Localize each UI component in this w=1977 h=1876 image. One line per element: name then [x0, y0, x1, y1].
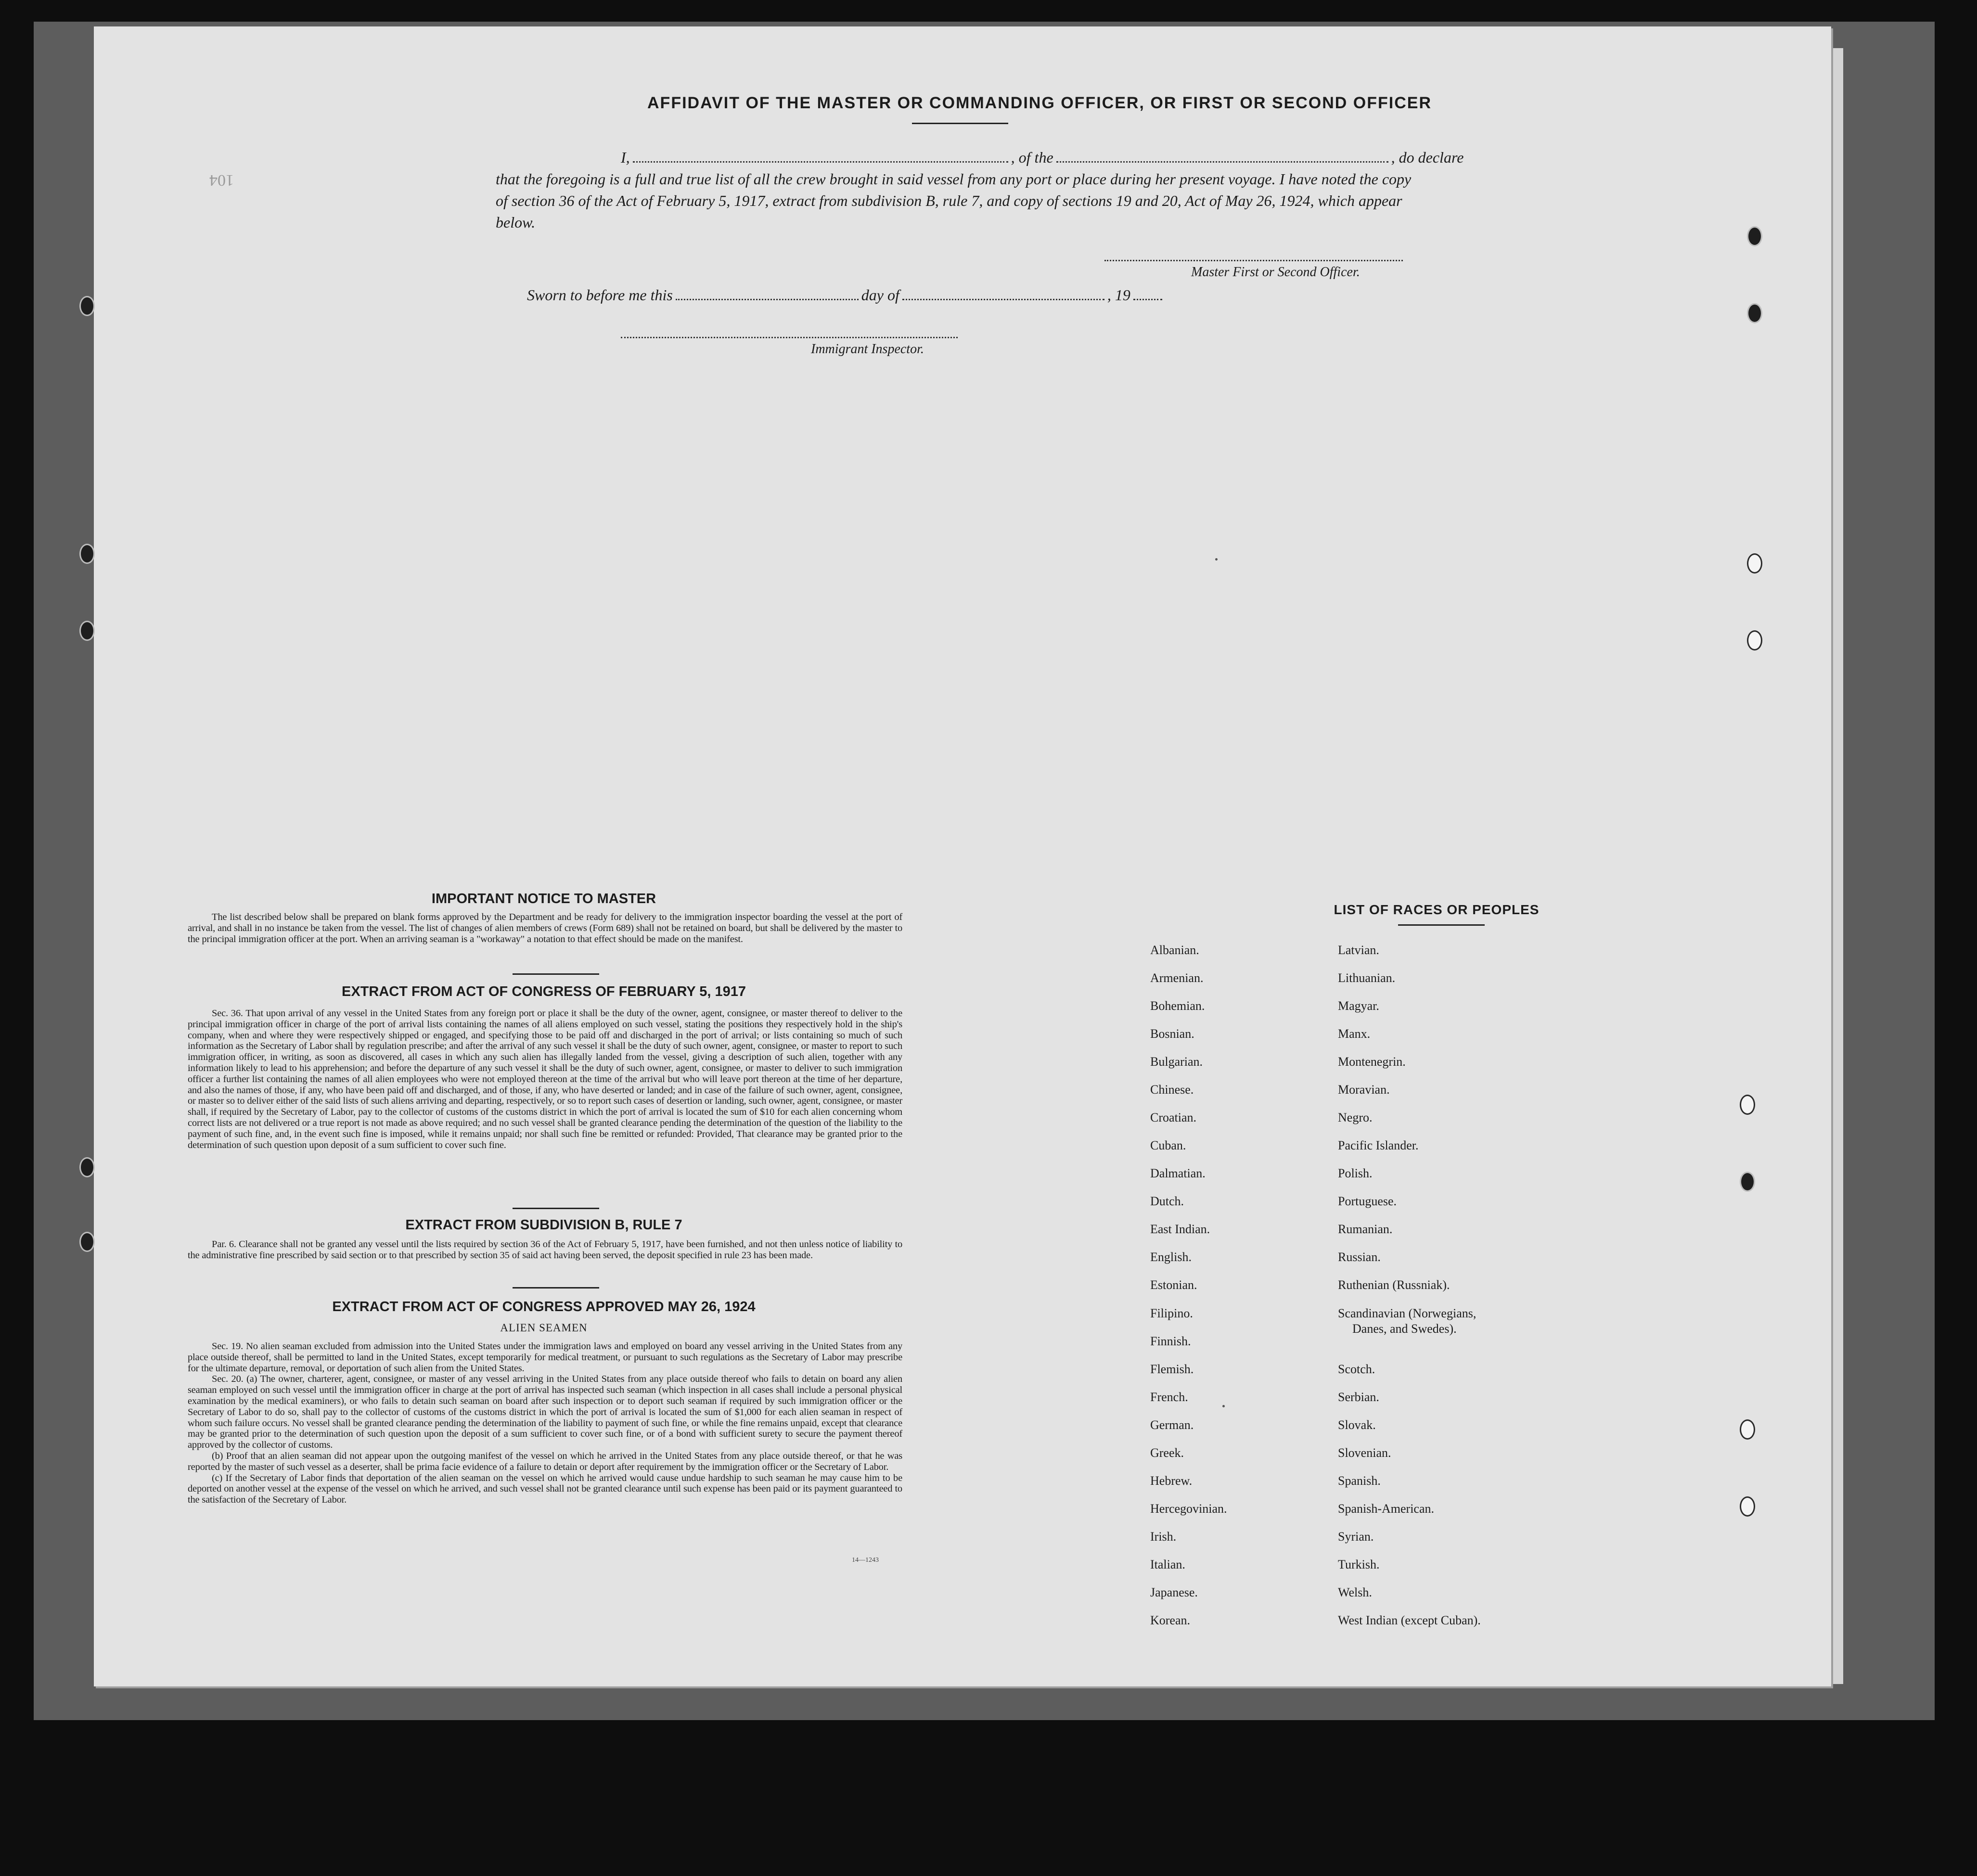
race-item: Russian.	[1338, 1250, 1381, 1264]
race-item: Portuguese.	[1338, 1194, 1397, 1208]
section-19: Sec. 19. No alien seaman excluded from admission into the United States under the immigration laws and employed on board any vessel arriving in the United States from any place outside thereof, shall be permitted to land in the United States, except temporarily for medical treatment, or pursuant to such regulations as the Secretary of Labor may prescribe for the ultimate departure, removal, or deportation of such alien from the United States.	[188, 1341, 902, 1374]
declaration-do-declare: , do declare	[1391, 149, 1464, 166]
race-item: Albanian.	[1150, 943, 1199, 957]
race-item: Negro.	[1338, 1110, 1373, 1124]
divider	[513, 1208, 599, 1209]
race-item: Rumanian.	[1338, 1222, 1393, 1236]
punch-hole	[79, 296, 95, 316]
race-item: Filipino.	[1150, 1306, 1193, 1320]
race-item: Pacific Islander.	[1338, 1138, 1419, 1152]
punch-hole	[1747, 303, 1762, 323]
race-item: Hebrew.	[1150, 1474, 1193, 1488]
race-item: Cuban.	[1150, 1138, 1186, 1152]
race-item: Polish.	[1338, 1166, 1373, 1180]
punch-hole	[1740, 1172, 1755, 1192]
race-item: Dutch.	[1150, 1194, 1184, 1208]
race-item: English.	[1150, 1250, 1192, 1264]
punch-hole	[1740, 1419, 1755, 1440]
sworn-month-blank[interactable]	[902, 299, 1104, 300]
title-divider	[912, 123, 1008, 124]
race-item: Manx.	[1338, 1027, 1371, 1041]
notice-title: IMPORTANT NOTICE TO MASTER	[431, 891, 656, 906]
race-item: Italian.	[1150, 1557, 1185, 1571]
vessel-blank[interactable]	[1056, 161, 1388, 163]
race-item: Dalmatian.	[1150, 1166, 1206, 1180]
race-item: French.	[1150, 1390, 1188, 1404]
declaration-of-the: , of the	[1011, 149, 1053, 166]
extract-1924-title: EXTRACT FROM ACT OF CONGRESS APPROVED MAY 26, 1924	[332, 1299, 756, 1314]
race-item: Slovenian.	[1338, 1446, 1391, 1460]
rule-7-text	[188, 1239, 902, 1261]
sworn-day-of: day of	[861, 286, 899, 304]
race-item: Magyar.	[1338, 999, 1379, 1013]
declaration-body: that the foregoing is a full and true list of all the crew brought in said vessel from any port or place during her present voyage. I have noted the copy of section 36 of the Act of February 5, 1917, extract from subdivision B, rule 7, and copy of sections 19 and 20, Act of May 26, 1924, which appear below.	[496, 170, 1412, 231]
race-item: Latvian.	[1338, 943, 1379, 957]
punch-hole	[1747, 226, 1762, 246]
race-item: Lithuanian.	[1338, 971, 1396, 985]
race-item: Bohemian.	[1150, 999, 1205, 1013]
extract-1917-text	[188, 1008, 902, 1150]
race-item: Bosnian.	[1150, 1027, 1194, 1041]
sworn-year: , 19	[1107, 286, 1130, 304]
punch-hole	[79, 1232, 95, 1252]
race-item: Finnish.	[1150, 1334, 1191, 1348]
race-item: Moravian.	[1338, 1083, 1390, 1097]
inspector-signature-label: Immigrant Inspector.	[811, 342, 924, 357]
race-item: Slovak.	[1338, 1418, 1376, 1432]
race-item: Greek.	[1150, 1446, 1184, 1460]
race-item: German.	[1150, 1418, 1194, 1432]
punch-hole	[1747, 553, 1762, 574]
punch-hole	[79, 621, 95, 641]
extract-1917-title: EXTRACT FROM ACT OF CONGRESS OF FEBRUARY 5, 1917	[341, 984, 746, 999]
section-20c: (c) If the Secretary of Labor finds that deportation of the alien seaman on the vessel on which he arrived would cause undue hardship to such seaman he may cause him to be deported on another vessel at the expense of the vessel on which he arrived, and such vessel shall not be granted clearance until such expense has been paid or its payment guaranteed to the satisfaction of the Secretary of Labor.	[188, 1472, 902, 1506]
divider	[513, 1287, 599, 1289]
race-item: West Indian (except Cuban).	[1338, 1613, 1481, 1627]
punch-hole	[79, 544, 95, 564]
speck	[1215, 558, 1218, 561]
race-item: Ruthenian (Russniak).	[1338, 1278, 1450, 1292]
extract-1924-text	[188, 1341, 902, 1506]
punch-hole	[1740, 1496, 1755, 1517]
punch-hole	[79, 1157, 95, 1177]
race-item: East Indian.	[1150, 1222, 1210, 1236]
margin-mark: 104	[209, 171, 234, 189]
race-item: Japanese.	[1150, 1585, 1198, 1599]
race-item: Spanish.	[1338, 1474, 1381, 1488]
punch-hole	[1747, 630, 1762, 651]
inspector-signature-line[interactable]	[621, 337, 958, 338]
race-item: Bulgarian.	[1150, 1055, 1203, 1069]
master-signature-label: Master First or Second Officer.	[1191, 265, 1360, 280]
alien-seamen-heading: ALIEN SEAMEN	[500, 1322, 588, 1334]
sworn-text: Sworn to before me this	[527, 286, 673, 304]
master-signature-line[interactable]	[1104, 260, 1403, 261]
affidavit-declaration	[496, 147, 1545, 233]
race-item: Scandinavian (Norwegians,	[1338, 1306, 1476, 1320]
declaration-first-line	[496, 147, 1545, 168]
divider	[513, 973, 599, 975]
race-item: Hercegovinian.	[1150, 1502, 1227, 1516]
race-item: Serbian.	[1338, 1390, 1379, 1404]
punch-hole	[1740, 1095, 1755, 1115]
section-36: Sec. 36. That upon arrival of any vessel in the United States from any foreign port or place it shall be the duty of the owner, agent, consignee, or master thereof to deliver to the principal immigration officer in charge of the port of arrival lists containing the names of all aliens employed on such vessel, stating the positions they respectively hold in the ship's company, when and where they were respectively shipped or engaged, and specifying those to be paid off and discharged in the port of arrival; or lists containing so much of such information as the Secretary of Labor shall by regulation prescribe; and after the arrival of any such vessel it shall be the duty of such owner, agent, consignee, or master to report to such immigration officer, in writing, as soon as discovered, all cases in which any such alien has illegally landed from the vessel, giving a description of such alien, together with any information likely to lead to his apprehension; and before the departure of any such vessel it shall be the duty of such owner, agent, consignee, or master to deliver to such immigration officer a further list containing the names of all alien employees who were not employed thereon at the time of the arrival but who will leave port thereon at the time of her departure, and also the names of those, if any, who have been paid off and discharged, and of those, if any, who have deserted or landed; and in case of the failure of such owner, agent, consignee, or master so to deliver either of the said lists of such aliens arriving and departing, respectively, or so to report such cases of desertion or landing, such owner, agent, consignee, or master shall, if required by the Secretary of Labor, pay to the collector of customs of the customs district in which the port of arrival is located the sum of $10 for each alien concerning whom correct lists are not delivered or a true report is not made as above required; and no such vessel shall be granted clearance pending the determination of the question of the liability to the payment of such fine, and, in the event such fine is imposed, while it remains unpaid; nor shall such fine be remitted or refunded: Provided, That clearance may be granted prior to the determination of such question upon deposit of a sum sufficient to cover such fine.	[188, 1008, 902, 1150]
race-item: Flemish.	[1150, 1362, 1194, 1376]
name-blank[interactable]	[633, 161, 1008, 163]
affidavit-title: AFFIDAVIT OF THE MASTER OR COMMANDING OFFICER, OR FIRST OR SECOND OFFICER	[647, 94, 1432, 112]
rule-7-title: EXTRACT FROM SUBDIVISION B, RULE 7	[405, 1217, 682, 1233]
race-item: Montenegrin.	[1338, 1055, 1406, 1069]
race-item: Syrian.	[1338, 1530, 1374, 1544]
form-number: 14—1243	[852, 1557, 879, 1564]
race-item: Croatian.	[1150, 1110, 1197, 1124]
section-20b: (b) Proof that an alien seaman did not appear upon the outgoing manifest of the vessel on which he arrived in the United States from any place outside thereof, or that he was reported by the master of such vessel as a deserter, shall be prima facie evidence of a failure to detain or deport after requirement by the immigration officer or the Secretary of Labor.	[188, 1450, 902, 1472]
race-item: Turkish.	[1338, 1557, 1380, 1571]
race-item: Chinese.	[1150, 1083, 1194, 1097]
race-item: Scotch.	[1338, 1362, 1375, 1376]
race-item: Armenian.	[1150, 971, 1204, 985]
race-item: Korean.	[1150, 1613, 1191, 1627]
race-item: Welsh.	[1338, 1585, 1372, 1599]
speck	[1222, 1405, 1225, 1407]
notice-paragraph: The list described below shall be prepared on blank forms approved by the Department and be ready for delivery to the immigration inspector boarding the vessel at the port of arrival, and shall in no instance be taken from the vessel. The list of changes of alien members of crews (Form 689) shall not be retained on board, but shall be delivered by the master to the principal immigration officer at the port. When an arriving seaman is a "workaway" a notation to that effect should be made on the manifest.	[188, 912, 902, 944]
affidavit-page	[94, 26, 1831, 1686]
declaration-i: I,	[621, 149, 630, 166]
sworn-year-blank[interactable]	[1133, 299, 1162, 300]
race-item: Spanish-American.	[1338, 1502, 1435, 1516]
race-item: Irish.	[1150, 1530, 1177, 1544]
sworn-date-blank[interactable]	[676, 299, 859, 300]
sworn-statement	[527, 286, 1345, 304]
races-divider	[1398, 924, 1485, 926]
paragraph-6: Par. 6. Clearance shall not be granted any vessel until the lists required by section 36 of the Act of February 5, 1917, have been furnished, and not then unless notice of liability to the administrative fine prescribed by said section or to that prescribed by section 35 of said act having been served, the deposit specified in rule 23 has been made.	[188, 1239, 902, 1261]
races-title: LIST OF RACES OR PEOPLES	[1334, 902, 1540, 917]
race-item: Danes, and Swedes).	[1352, 1322, 1457, 1336]
race-item: Estonian.	[1150, 1278, 1197, 1292]
section-20a: Sec. 20. (a) The owner, charterer, agent, consignee, or master of any vessel arriving in the United States from any place outside thereof who fails to detain on board any alien seaman employed on such vessel until the immigration officer in charge at the port of arrival has inspected such seaman (which inspection in all cases shall include a personal physical examination by the medical examiners), or who fails to detain such seaman on board after such inspection or to deport such seaman if required by such immigration officer or the Secretary of Labor to do so, shall pay to the collector of customs of the customs district in which the port of arrival is located the sum of $1,000 for each alien seaman in respect of whom such failure occurs. No vessel shall be granted clearance pending the determination of the liability to payment of such fine, or while the fine remains unpaid, except that clearance may be granted prior to the determination of such question upon the deposit of a sum sufficient to cover such fine, or of a bond with sufficient surety to secure the payment thereof approved by the collector of customs.	[188, 1374, 902, 1451]
notice-text	[188, 912, 902, 944]
